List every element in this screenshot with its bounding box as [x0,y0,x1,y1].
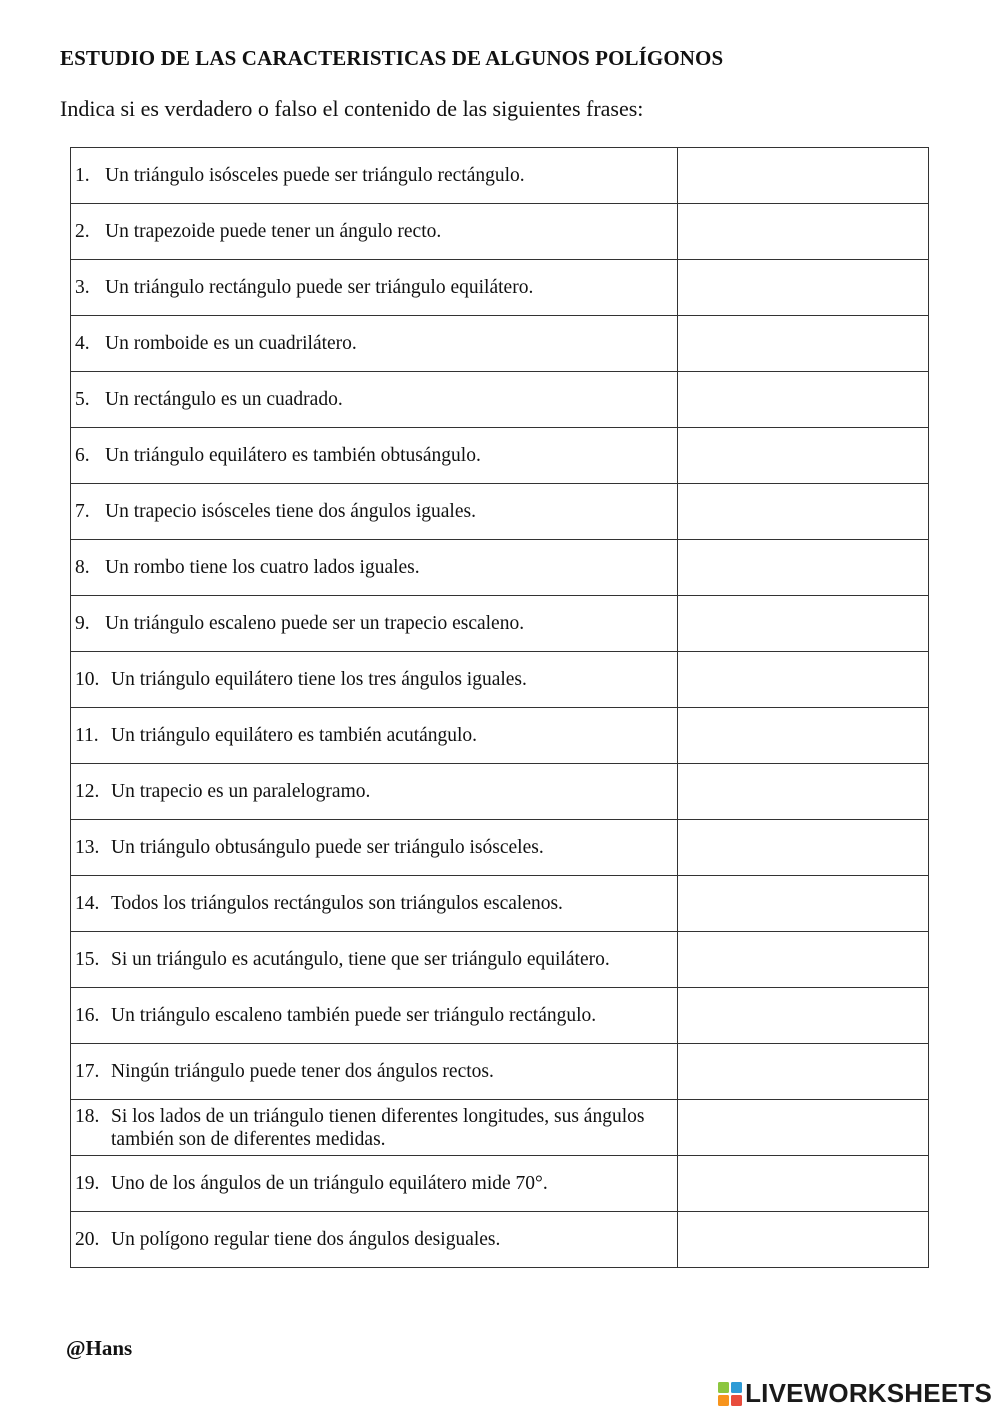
question-content [71,276,677,299]
answer-cell[interactable] [678,708,929,764]
question-number: 12. [75,781,100,802]
question-text: Un triángulo isósceles puede ser triángulo rectángulo. [105,165,525,186]
question-content [71,724,677,747]
question-cell [71,260,678,316]
answer-cell[interactable] [678,148,929,204]
answer-cell[interactable] [678,204,929,260]
question-row [71,540,929,596]
answer-input-box[interactable] [678,652,928,707]
answer-cell[interactable] [678,820,929,876]
answer-input-box[interactable] [678,260,928,315]
question-row [71,1044,929,1100]
question-number: 9. [75,613,90,634]
question-number: 17. [75,1061,100,1082]
author-signature: @Hans [66,1336,133,1360]
question-number: 2. [75,221,90,242]
question-cell [71,428,678,484]
answer-input-box[interactable] [678,820,928,875]
liveworksheets-logo-icon [718,1382,742,1406]
question-content [71,668,677,691]
question-cell [71,484,678,540]
logo-square-green [718,1382,729,1393]
question-text: Un trapecio es un paralelogramo. [111,781,371,802]
page-title: ESTUDIO DE LAS CARACTERISTICAS DE ALGUNOS POLÍGONOS [60,46,724,70]
question-text: Un triángulo equilátero es también acutángulo. [111,725,478,746]
question-row [71,428,929,484]
question-content [71,332,677,355]
question-text: Un triángulo equilátero tiene los tres ángulos iguales. [111,669,527,690]
question-cell [71,1100,678,1156]
question-number: 6. [75,445,90,466]
question-number: 7. [75,501,90,522]
question-number: 20. [75,1229,100,1250]
question-row [71,652,929,708]
logo-square-red [731,1395,742,1406]
question-cell [71,148,678,204]
question-cell [71,1156,678,1212]
answer-cell[interactable] [678,428,929,484]
question-number: 10. [75,669,100,690]
answer-cell[interactable] [678,1100,929,1156]
question-row [71,372,929,428]
question-row [71,260,929,316]
question-number: 19. [75,1173,100,1194]
question-row [71,148,929,204]
answer-cell[interactable] [678,260,929,316]
question-cell [71,204,678,260]
answer-input-box[interactable] [678,540,928,595]
instruction-text: Indica si es verdadero o falso el contenido de las siguientes frases: [60,96,644,121]
question-text: Un rectángulo es un cuadrado. [105,389,343,410]
answer-cell[interactable] [678,652,929,708]
question-content [71,780,677,803]
question-cell [71,1044,678,1100]
question-row [71,1100,929,1156]
question-text: Un romboide es un cuadrilátero. [105,333,357,354]
question-content [71,164,677,187]
answer-input-box[interactable] [678,988,928,1043]
answer-cell[interactable] [678,876,929,932]
question-content [71,612,677,635]
question-row [71,204,929,260]
answer-cell[interactable] [678,932,929,988]
answer-input-box[interactable] [678,1156,928,1211]
answer-cell[interactable] [678,1156,929,1212]
question-content [71,892,677,915]
question-row [71,708,929,764]
question-row [71,596,929,652]
question-cell [71,932,678,988]
question-cell [71,988,678,1044]
answer-cell[interactable] [678,764,929,820]
question-cell [71,652,678,708]
question-text: Uno de los ángulos de un triángulo equilátero mide 70°. [111,1173,548,1194]
answer-cell[interactable] [678,596,929,652]
question-row [71,1212,929,1268]
answer-input-box[interactable] [678,428,928,483]
question-text: Un triángulo equilátero es también obtusángulo. [105,445,481,466]
question-number: 4. [75,333,90,354]
question-text: Un trapecio isósceles tiene dos ángulos iguales. [105,501,476,522]
question-content [71,1172,677,1195]
question-number: 8. [75,557,90,578]
answer-cell[interactable] [678,372,929,428]
question-cell [71,708,678,764]
question-cell [71,540,678,596]
answer-input-box[interactable] [678,708,928,763]
question-cell [71,764,678,820]
true-false-table [70,147,929,1268]
answer-cell[interactable] [678,484,929,540]
logo-square-blue [731,1382,742,1393]
answer-cell[interactable] [678,1212,929,1268]
answer-input-box[interactable] [678,1100,928,1155]
question-content [71,1004,677,1027]
question-text: Un polígono regular tiene dos ángulos desiguales. [111,1229,501,1250]
question-row [71,484,929,540]
question-number: 1. [75,165,90,186]
question-row [71,316,929,372]
question-content [71,1228,677,1251]
question-number: 5. [75,389,90,410]
question-text: Un trapezoide puede tener un ángulo recto. [105,221,442,242]
question-content [71,556,677,579]
answer-input-box[interactable] [678,316,928,371]
question-row [71,876,929,932]
question-content [71,220,677,243]
answer-input-box[interactable] [678,372,928,427]
question-content [71,1060,677,1083]
question-text: Todos los triángulos rectángulos son triángulos escalenos. [111,893,563,914]
question-text: Ningún triángulo puede tener dos ángulos rectos. [111,1061,494,1082]
question-text: Si los lados de un triángulo tienen diferentes longitudes, sus ángulos también son de diferentes medidas. [111,1105,645,1150]
question-content [71,948,677,971]
question-number: 14. [75,893,100,914]
answer-input-box[interactable] [678,1212,928,1267]
question-cell [71,316,678,372]
question-text: Un triángulo rectángulo puede ser triángulo equilátero. [105,277,534,298]
question-content [71,1105,677,1151]
question-text: Un triángulo escaleno puede ser un trapecio escaleno. [105,613,525,634]
answer-cell[interactable] [678,540,929,596]
logo-text: LIVEWORKSHEETS [745,1378,992,1408]
answer-input-box[interactable] [678,1044,928,1099]
question-number: 15. [75,949,100,970]
answer-input-box[interactable] [678,148,928,203]
question-cell [71,876,678,932]
question-cell [71,820,678,876]
question-row [71,988,929,1044]
answer-input-box[interactable] [678,764,928,819]
question-text: Si un triángulo es acutángulo, tiene que ser triángulo equilátero. [111,949,610,970]
question-cell [71,372,678,428]
question-content [71,836,677,859]
question-text: Un triángulo escaleno también puede ser triángulo rectángulo. [111,1005,597,1026]
answer-input-box[interactable] [678,204,928,259]
answer-input-box[interactable] [678,932,928,987]
question-number: 13. [75,837,100,858]
liveworksheets-logo [718,1378,992,1409]
answer-input-box[interactable] [678,876,928,931]
question-number: 16. [75,1005,100,1026]
question-row [71,764,929,820]
question-cell [71,596,678,652]
answer-cell[interactable] [678,316,929,372]
answer-cell[interactable] [678,988,929,1044]
answer-cell[interactable] [678,1044,929,1100]
question-row [71,1156,929,1212]
question-content [71,388,677,411]
question-row [71,932,929,988]
question-content [71,500,677,523]
logo-square-orange [718,1395,729,1406]
question-row [71,820,929,876]
answer-input-box[interactable] [678,484,928,539]
question-text: Un rombo tiene los cuatro lados iguales. [105,557,420,578]
question-number: 18. [75,1105,100,1127]
question-content [71,444,677,467]
question-number: 3. [75,277,90,298]
question-text: Un triángulo obtusángulo puede ser triángulo isósceles. [111,837,544,858]
answer-input-box[interactable] [678,596,928,651]
question-cell [71,1212,678,1268]
question-number: 11. [75,725,99,746]
